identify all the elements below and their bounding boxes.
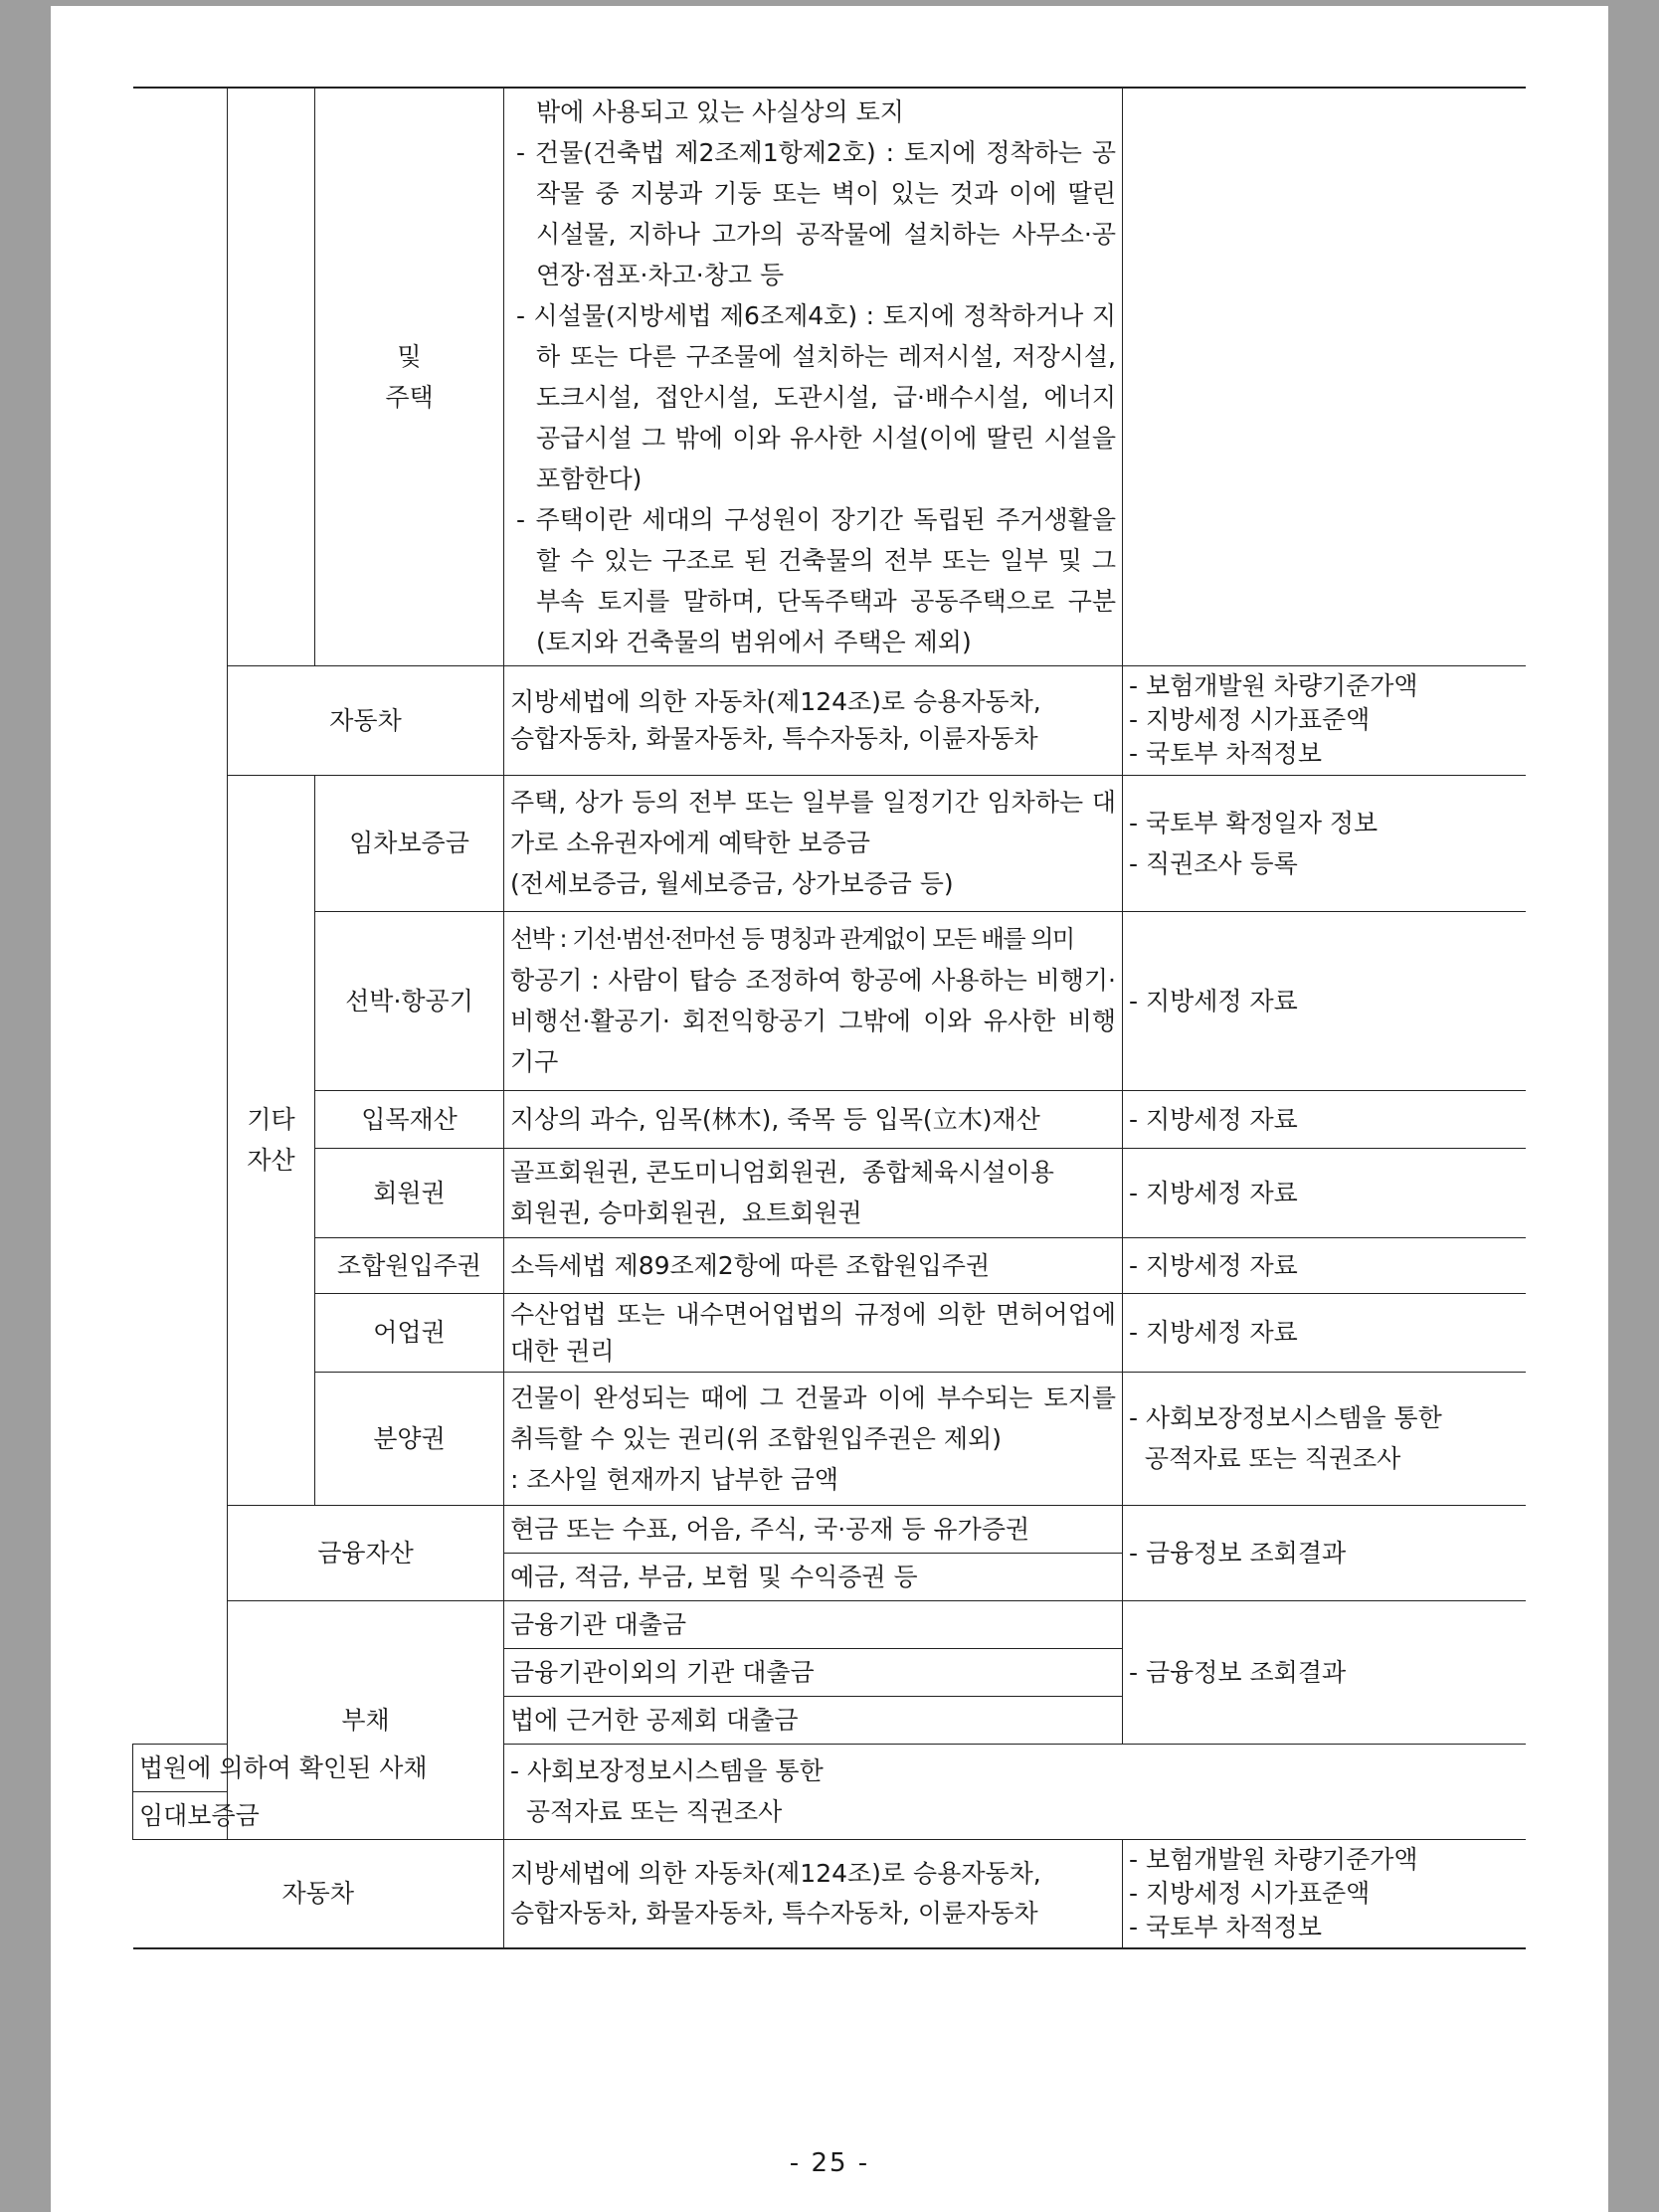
group-other-assets: 기타 자산	[228, 775, 315, 1505]
row-presale-right	[133, 1372, 1526, 1505]
description-line: - 주택이란 세대의 구성원이 장기간 독립된 주거생활을 할 수 있는 구조로 된 건축물의 전부 또는 일부 및 그 부속 토지를 말하며, 단독주택과 공동주택으로 구분(토지와 건축물의 범위에서 주택은 제외)	[516, 504, 1116, 656]
source-debt-financial	[1123, 1600, 1526, 1744]
source-line: - 금융정보 조회결과	[1129, 1538, 1347, 1567]
source-fishery-right	[1123, 1293, 1526, 1372]
source-line: - 지방세정 자료	[1129, 986, 1298, 1015]
page-number: - 25 -	[789, 2148, 870, 2178]
row-ship-aircraft	[133, 911, 1526, 1090]
source-financial-assets	[1123, 1505, 1526, 1600]
description-line: : 조사일 현재까지 납부한 금액	[510, 1464, 839, 1494]
description-line: 선박 : 기선·범선·전마선 등 명칭과 관계없이 모든 배를 의미	[510, 925, 1074, 953]
source-line: - 지방세정 자료	[1129, 1318, 1298, 1347]
row-standing-timber	[133, 1090, 1526, 1148]
category-fishery-right: 어업권	[315, 1293, 504, 1372]
source-ship-aircraft	[1123, 911, 1526, 1090]
debt-item	[133, 1791, 260, 1839]
description-lease-deposit	[504, 775, 1123, 911]
source-line: 공적자료 또는 직권조사	[1129, 1444, 1401, 1473]
debt-item	[504, 1600, 1123, 1648]
category-debt: 부채	[228, 1600, 504, 1839]
source-car-inner	[1123, 665, 1526, 775]
row-union-occupancy-right	[133, 1237, 1526, 1293]
description-line: 예금, 적금, 부금, 보험 및 수익증권 등	[510, 1562, 918, 1591]
source-land-housing	[1123, 88, 1526, 665]
row-car-outer	[133, 1839, 1526, 1948]
description-line: 법에 근거한 공제회 대출금	[510, 1705, 799, 1735]
description-ship-aircraft	[504, 911, 1123, 1090]
source-line: - 보험개발원 차량기준가액	[1129, 671, 1418, 700]
description-line: (전세보증금, 월세보증금, 상가보증금 등)	[510, 869, 954, 898]
source-standing-timber	[1123, 1090, 1526, 1148]
source-presale-right	[1123, 1372, 1526, 1505]
source-line: 공적자료 또는 직권조사	[510, 1797, 783, 1826]
description-standing-timber	[504, 1090, 1123, 1148]
source-line: - 지방세정 시가표준액	[1129, 705, 1371, 734]
description-line: 회원권, 승마회원권, 요트회원권	[510, 1198, 862, 1227]
source-car-outer	[1123, 1839, 1526, 1948]
description-presale-right	[504, 1372, 1123, 1505]
category-standing-timber: 입목재산	[315, 1090, 504, 1148]
description-line: 현금 또는 수표, 어음, 주식, 국·공재 등 유가증권	[510, 1514, 1030, 1544]
outer-blank-cell	[133, 88, 228, 1744]
description-line: 승합자동차, 화물자동차, 특수자동차, 이륜자동차	[510, 724, 1038, 753]
category-car-outer: 자동차	[133, 1839, 504, 1948]
row-fishery-right	[133, 1293, 1526, 1372]
row-land-housing	[133, 88, 1526, 665]
description-line: 수산업법 또는 내수면어업법의 규정에 의한 면허어업에 대한 권리	[510, 1299, 1116, 1366]
financial-item	[504, 1505, 1123, 1553]
description-line: - 시설물(지방세법 제6조제4호) : 토지에 정착하거나 지하 또는 다른 구조물에 설치하는 레저시설, 저장시설, 도크시설, 접안시설, 도관시설, 급·배수시설, 에너지 공급시설 그 밖에 이와 유사한 시설(이에 딸린 시설을 포함한다)	[516, 300, 1116, 493]
source-line: - 지방세정 자료	[1129, 1178, 1298, 1207]
document-page	[51, 6, 1608, 2212]
group-blank-cell	[228, 88, 315, 665]
description-line: 지방세법에 의한 자동차(제124조)로 승용자동차,	[510, 1858, 1041, 1888]
source-line: - 지방세정 자료	[1129, 1250, 1298, 1280]
source-line: - 사회보장정보시스템을 통한	[1129, 1403, 1442, 1432]
row-lease-deposit	[133, 775, 1526, 911]
debt-item	[133, 1744, 428, 1791]
source-line: - 국토부 차적정보	[1129, 739, 1322, 768]
category-land-housing: 및 주택	[315, 88, 504, 665]
source-lease-deposit	[1123, 775, 1526, 911]
description-membership	[504, 1148, 1123, 1237]
category-lease-deposit: 임차보증금	[315, 775, 504, 911]
source-line: - 보험개발원 차량기준가액	[1129, 1844, 1418, 1874]
source-line: - 지방세정 자료	[1129, 1104, 1298, 1134]
debt-item	[504, 1648, 1123, 1696]
row-financial-assets-1	[133, 1505, 1526, 1553]
category-membership: 회원권	[315, 1148, 504, 1237]
asset-table	[132, 87, 1526, 1949]
source-line: - 국토부 확정일자 정보	[1129, 808, 1379, 837]
category-presale-right: 분양권	[315, 1372, 504, 1505]
description-line: 법원에 의하여 확인된 사채	[139, 1752, 428, 1782]
category-ship-aircraft: 선박·항공기	[315, 911, 504, 1090]
description-line: 항공기 : 사람이 탑승 조정하여 항공에 사용하는 비행기·비행선·활공기· 회전익항공기 그밖에 이와 유사한 비행기구	[510, 966, 1116, 1076]
description-line: 금융기관 대출금	[510, 1609, 686, 1639]
description-line: 승합자동차, 화물자동차, 특수자동차, 이륜자동차	[510, 1898, 1038, 1928]
description-line: 밖에 사용되고 있는 사실상의 토지	[536, 96, 904, 126]
description-line: 주택, 상가 등의 전부 또는 일부를 일정기간 임차하는 대가로 소유권자에게 예탁한 보증금	[510, 788, 1116, 857]
description-line: 지방세법에 의한 자동차(제124조)로 승용자동차,	[510, 687, 1041, 716]
description-car-outer	[504, 1839, 1123, 1948]
category-financial-assets: 금융자산	[228, 1505, 504, 1600]
description-line: 임대보증금	[139, 1800, 260, 1830]
description-land-housing	[504, 88, 1123, 665]
row-car-inner	[133, 665, 1526, 775]
description-line: 금융기관이외의 기관 대출금	[510, 1657, 815, 1687]
description-union-occupancy-right	[504, 1237, 1123, 1293]
description-line: - 건물(건축법 제2조제1항제2호) : 토지에 정착하는 공작물 중 지붕과 기둥 또는 벽이 있는 것과 이에 딸린 시설물, 지하나 고가의 공작물에 설치하는 사무소·공연장·점포·차고·창고 등	[516, 137, 1116, 289]
description-line: 건물이 완성되는 때에 그 건물과 이에 부수되는 토지를 취득할 수 있는 권리(위 조합원입주권은 제외)	[510, 1382, 1116, 1453]
category-car-inner: 자동차	[228, 665, 504, 775]
source-line: - 사회보장정보시스템을 통한	[510, 1756, 824, 1785]
description-line: 지상의 과수, 임목(林木), 죽목 등 입목(立木)재산	[510, 1104, 1040, 1134]
source-line: - 국토부 차적정보	[1129, 1912, 1322, 1941]
description-car-inner	[504, 665, 1123, 775]
financial-item	[504, 1553, 1123, 1600]
description-line: 골프회원권, 콘도미니엄회원권, 종합체육시설이용	[510, 1158, 1054, 1187]
source-line: - 지방세정 시가표준액	[1129, 1878, 1371, 1908]
row-membership	[133, 1148, 1526, 1237]
source-line: - 금융정보 조회결과	[1129, 1657, 1347, 1687]
source-debt-social	[504, 1744, 1123, 1839]
category-union-occupancy-right: 조합원입주권	[315, 1237, 504, 1293]
description-line: 소득세법 제89조제2항에 따른 조합원입주권	[510, 1250, 991, 1280]
debt-item	[504, 1696, 1123, 1744]
source-line: - 직권조사 등록	[1129, 848, 1298, 878]
row-debt-1	[133, 1600, 1526, 1648]
source-membership	[1123, 1148, 1526, 1237]
source-union-occupancy-right	[1123, 1237, 1526, 1293]
description-fishery-right	[504, 1293, 1123, 1372]
